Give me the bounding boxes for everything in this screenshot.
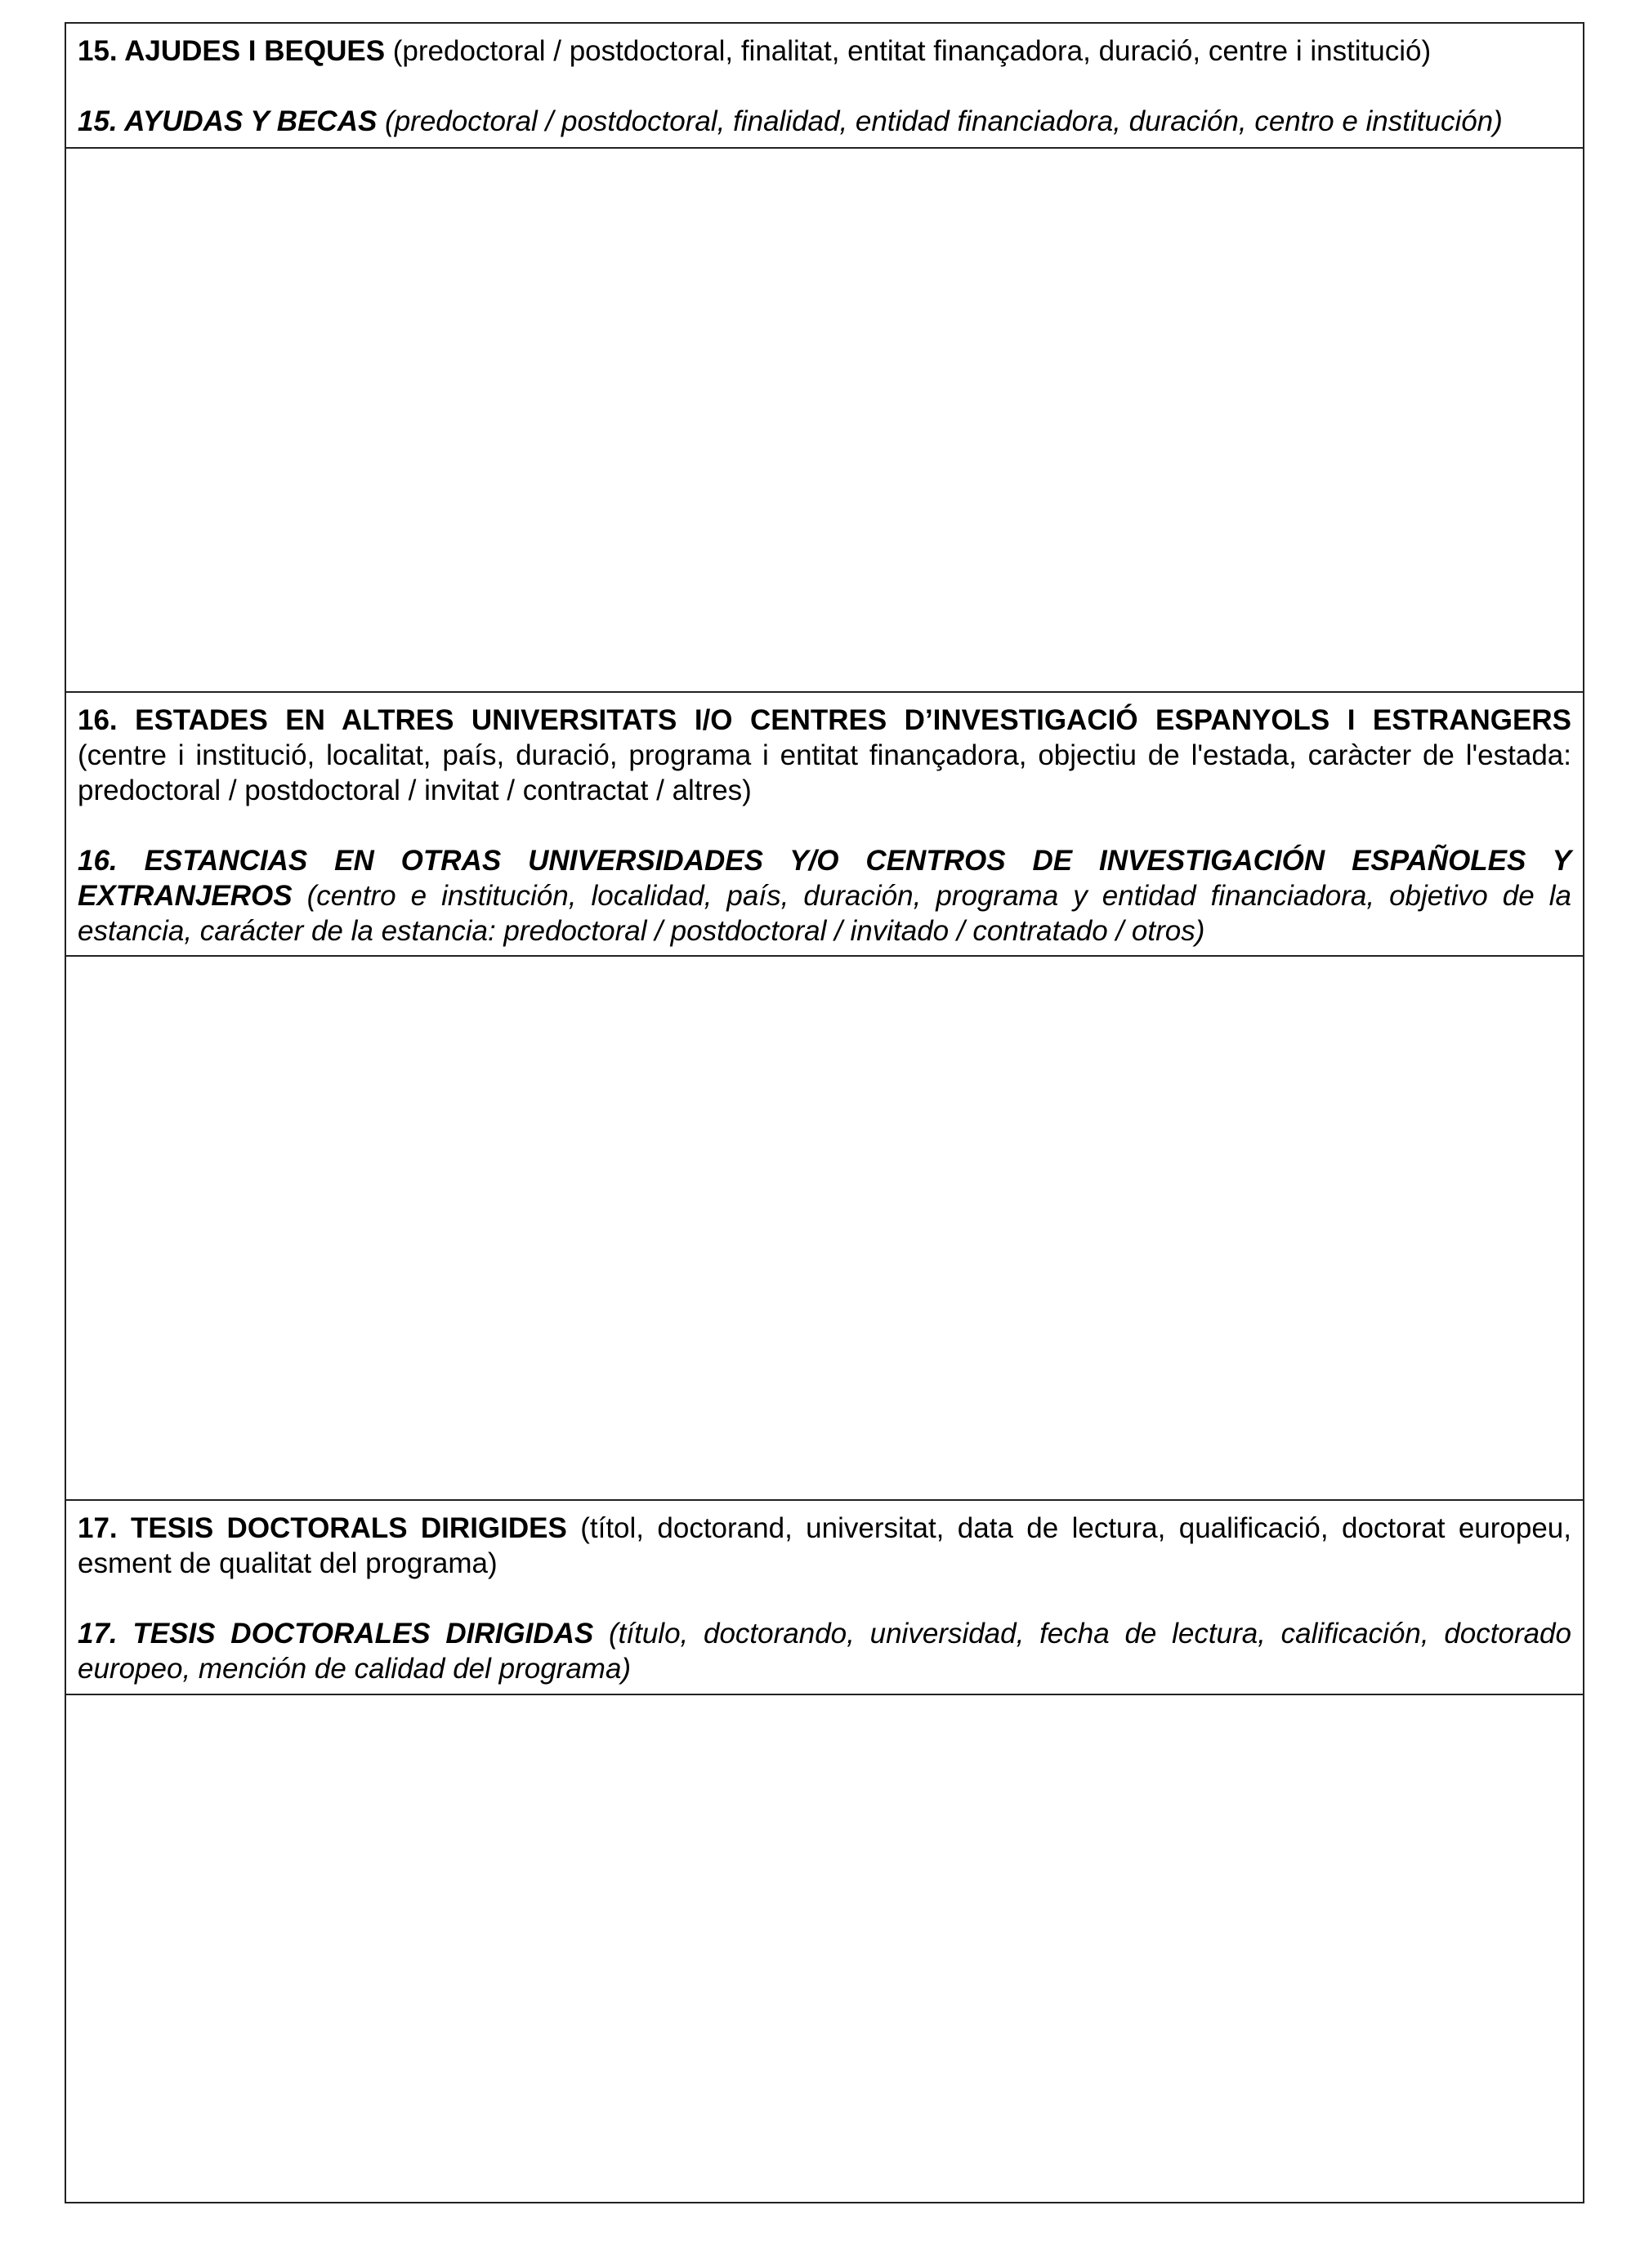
section-15-catalan-description: (predoctoral / postdoctoral, finalitat, entitat finançadora, duració, centre i institució): [385, 35, 1432, 67]
section-15-header: [66, 24, 1583, 149]
section-16-catalan-description: (centre i institució, localitat, país, duració, programa i entitat finançadora, objectiu de l'estada, caràcter de l'estada: predoctoral / postdoctoral / invitat / contractat / altres): [78, 739, 1571, 806]
section-15-catalan-heading: [78, 33, 1571, 69]
section-16-spanish-title: 16. ESTANCIAS EN OTRAS UNIVERSIDADES Y/O CENTROS DE INVESTIGACIÓN ESPAÑOLES Y EXTRANJEROS: [78, 845, 1571, 912]
section-16-catalan-heading: [78, 703, 1571, 808]
section-16-header: [66, 693, 1583, 957]
section-15-spanish-title: 15. AYUDAS Y BECAS: [78, 105, 378, 137]
section-16-spanish-description: (centro e institución, localidad, país, duración, programa y entidad financiadora, objetivo de la estancia, carácter de la estancia: predoctoral / postdoctoral / invitado / contratado / otros): [78, 880, 1571, 947]
cv-form-page: [65, 22, 1584, 2203]
section-17-catalan-description: (títol, doctorand, universitat, data de lectura, qualificació, doctorat europeu, esment de qualitat del programa): [78, 1512, 1571, 1579]
section-17-catalan-title: 17. TESIS DOCTORALS DIRIGIDES: [78, 1512, 567, 1544]
section-15-catalan-title: 15. AJUDES I BEQUES: [78, 35, 386, 67]
section-17-entry-area[interactable]: [66, 1695, 1583, 2202]
section-17-spanish-heading: [78, 1616, 1571, 1686]
section-16-entry-area[interactable]: [66, 957, 1583, 1501]
section-15-spanish-heading: [78, 104, 1571, 139]
section-17-catalan-heading: [78, 1511, 1571, 1581]
section-16-spanish-heading: [78, 843, 1571, 949]
section-16-catalan-title: 16. ESTADES EN ALTRES UNIVERSITATS I/O CENTRES D’INVESTIGACIÓ ESPANYOLS I ESTRANGERS: [78, 704, 1571, 736]
section-17-spanish-description: (título, doctorando, universidad, fecha de lectura, calificación, doctorado europeo, mención de calidad del programa): [78, 1618, 1571, 1685]
section-17-header: [66, 1501, 1583, 1695]
section-15-spanish-description: (predoctoral / postdoctoral, finalidad, entidad financiadora, duración, centro e institución): [377, 105, 1503, 137]
section-17-spanish-title: 17. TESIS DOCTORALES DIRIGIDAS: [78, 1618, 594, 1650]
section-15-entry-area[interactable]: [66, 149, 1583, 693]
